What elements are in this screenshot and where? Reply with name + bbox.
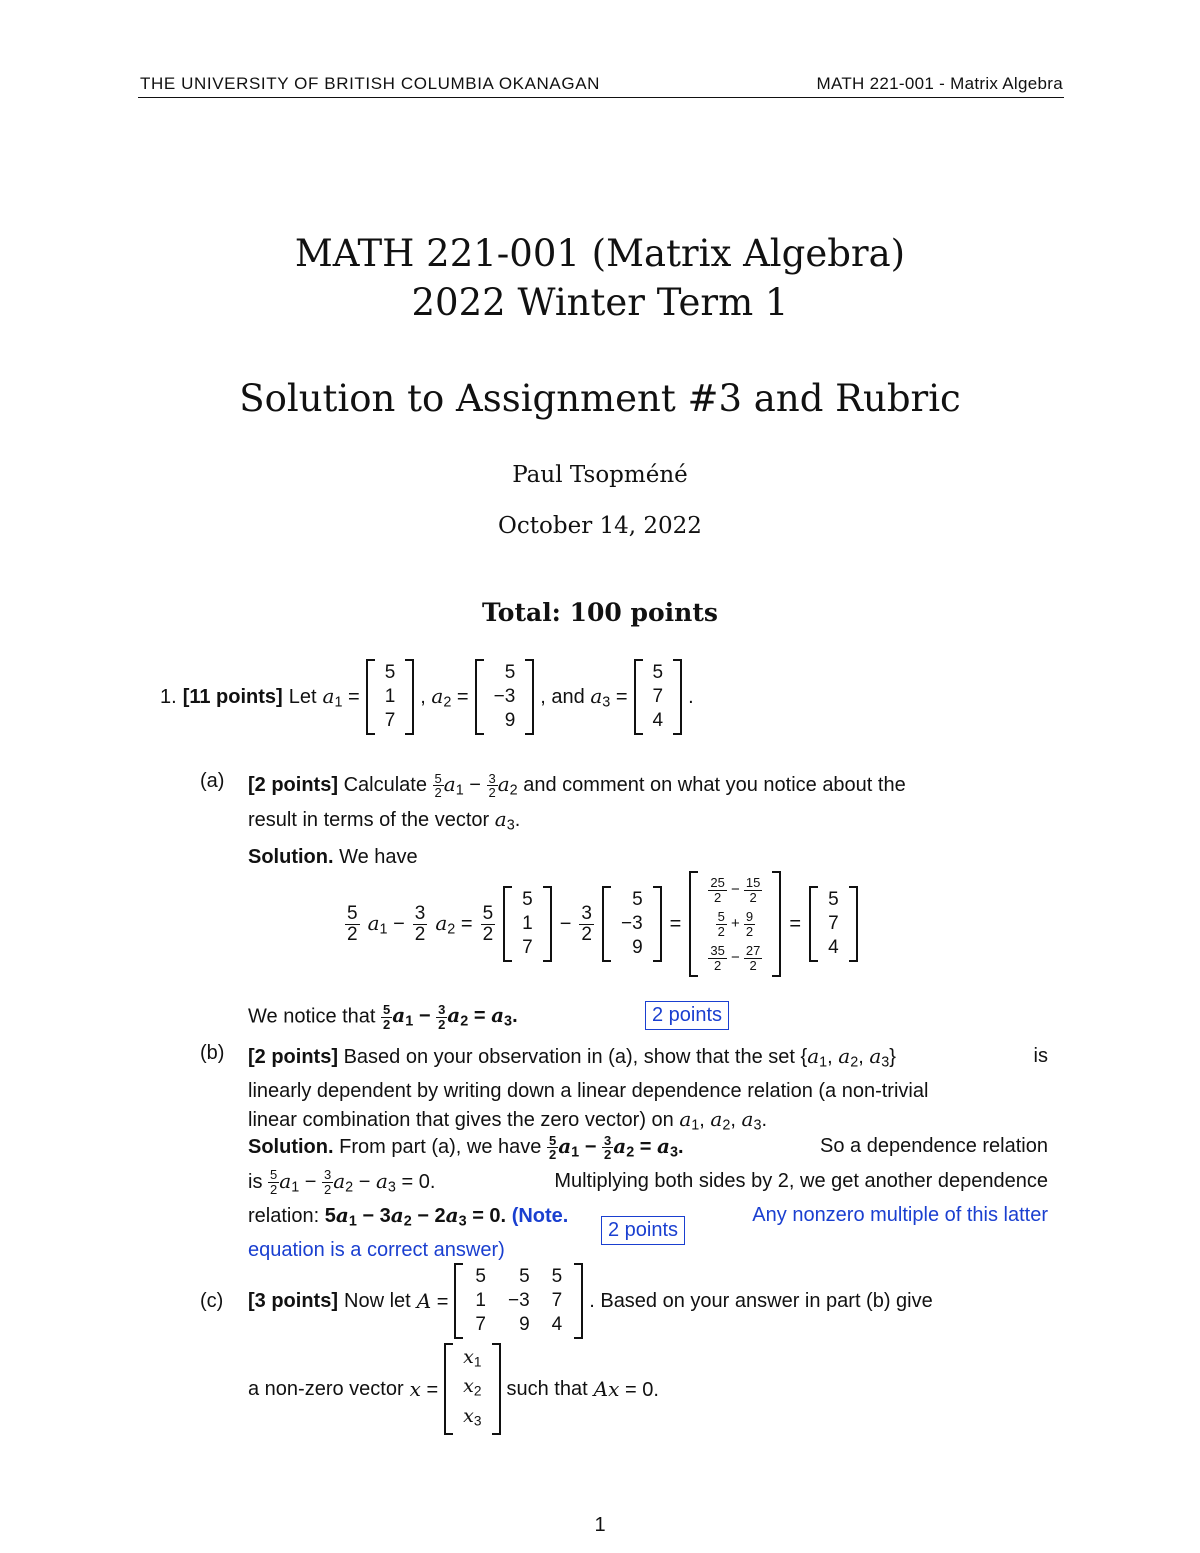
q1-points: [11 points] [182,685,283,708]
header-institution: THE UNIVERSITY OF BRITISH COLUMBIA OKANAGAN [140,74,601,93]
part-c-label: (c) [200,1290,224,1312]
q1-number: 1. [160,685,177,708]
result-vector: 5 7 4 [809,886,858,962]
vector-a2: 5 −3 9 [475,659,535,735]
doc-date: October 14, 2022 [498,513,702,539]
header-rule [138,97,1064,98]
q1-let: Let [288,685,317,708]
part-c-question: [3 points] Now let A = 5 5 5 1 −3 7 7 9 4 . Based on your answer in part (b) give [248,1256,1048,1346]
page-number: 1 [594,1514,606,1536]
part-a-rubric-points: 2 points [645,1001,729,1030]
doc-author: Paul Tsopméné [512,462,688,488]
part-a-equation: $\frac{5}{2}$ $a_1$ − $\frac{3}{2}$ $a_2$ = $\frac{5}{2}$ 5 1 7 − $\frac{3}{2}$ 5 −3 9 = $\frac{25}{2}$ − $\frac{15}{2}$ $\frac{5}{2}$ + $\frac{9}{2}$ $\frac{35}{2}$ − $\frac{27}{2}$ = 5 7 4 [345,870,858,978]
vector-a3: 5 7 4 [634,659,683,735]
part-a-solution-label: Solution. [248,846,334,869]
question-1: 1. [11 points] Let $a_1$ = 5 1 7 , $a_2$ = 5 −3 9 , and $a_3$ = 5 7 4 . [160,652,694,742]
part-a-label: (a) [200,770,225,792]
part-b-rubric-points: 2 points [601,1216,685,1245]
part-a-notice: We notice that $\frac{5}{2}$ $a_1$ − $\frac{3}{2}$ $a_2 = a_3$. [248,1002,518,1032]
part-b-solution: Solution. From part (a), we have $\frac{5}{2}$ $a_1$ − $\frac{3}{2}$ $a_2 = a_3$. So a dependence relation is $\frac{5}{2}$ $a_1$ − $\frac{3}{2}$ $a_2 - a_3 = 0$. Multiplying both sides by 2, we get another dependence relation: $5a_1 - 3a_2 - 2a_3 = 0$. (Note. Any nonzero multiple of this latter equation is a correct answer) [248,1132,1048,1261]
part-a-question: [2 points] Calculate $\frac{5}{2}$ $a_1$ − $\frac{3}{2}$ $a_2$ and comment on what you notice about the result in terms of the vector $a_3$. Solution. We have [248,770,906,869]
matrix-A: 5 5 5 1 −3 7 7 9 4 [454,1263,583,1339]
doc-title: MATH 221-001 (Matrix Algebra) [294,232,906,275]
doc-total: Total: 100 points [482,598,718,627]
doc-subtitle: Solution to Assignment #3 and Rubric [239,377,961,420]
part-c-vector: a non-zero vector x = $x_1$ $x_2$ $x_3$ such that Ax = 0. [248,1346,659,1432]
part-b-label: (b) [200,1042,225,1064]
doc-term: 2022 Winter Term 1 [411,281,789,324]
part-b-question: [2 points] Based on your observation in (a), show that the set {$a_1$, $a_2$, $a_3$} is linearly dependent by writing down a linear dependence relation (a non-trivial linear combination that gives the zero vector) on $a_1$, $a_2$, $a_3$. [248,1044,1048,1134]
header-course: MATH 221-001 - Matrix Algebra [816,74,1063,93]
vector-a1: 5 1 7 [366,659,415,735]
